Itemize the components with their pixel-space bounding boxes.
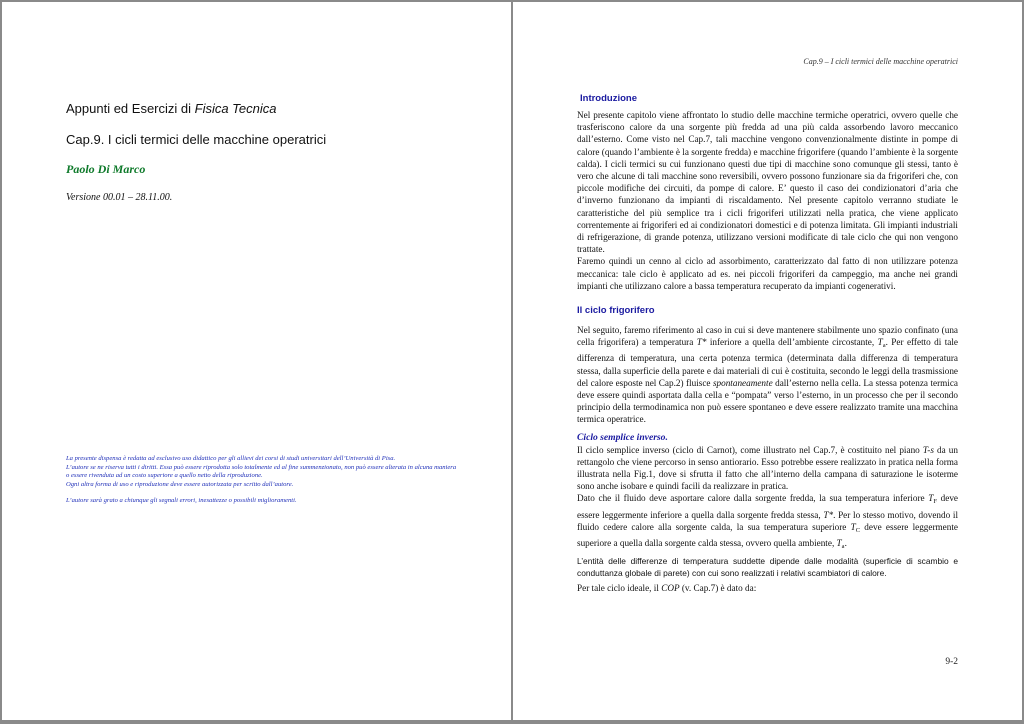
- section-heading-intro: Introduzione: [580, 93, 637, 104]
- document-title: [66, 101, 277, 116]
- left-page: [2, 2, 511, 720]
- thanks-note: L’autore sarà grato a chiunque gli segnali errori, inesattezze o possibili miglioramenti.: [66, 497, 297, 505]
- inverse-cycle-paragraph-1: Il ciclo semplice inverso (ciclo di Carnot), come illustrato nel Cap.7, è costituito nel piano T-s da un rettangolo che viene percorso in senso antiorario. Esso potrebbe essere realizzato in pratica nella forma illustrata nella Fig.1, dove si sfrutta il fatto che all’interno della campana di saturazione le isoterme sono anche isobare e quindi facili da realizzare in pratica.: [577, 444, 958, 492]
- refrigeration-paragraph: Nel seguito, faremo riferimento al caso in cui si deve mantenere stabilmente uno spazio confinato (una cella frigorifera) a temperatura T* inferiore a quella dell’ambiente circostante, $T_a$. Per effetto di tale differenza di temperatura, una certa potenza termica (determinata dalla differenza di temperatura stessa, dalla superficie della parete e dai materiali di cui è costituita, secondo le leggi della trasmissione del calore esposte nel Cap.2) fluisce spontaneamente dall’esterno nella cella. La stessa potenza termica deve essere quindi asportata dalla cella e “pompata” verso l’esterno, in un processo che per il secondo principio della termodinamica non può essere spontaneo e deve essere realizzato tramite una macchina termica operatrice.: [577, 325, 958, 425]
- author-name: Paolo Di Marco: [66, 162, 146, 176]
- subsection-heading-inverse-cycle: Ciclo semplice inverso.: [577, 431, 668, 443]
- page-number: 9-2: [945, 657, 958, 667]
- disclaimer: [66, 455, 461, 506]
- disclaimer-line: La presente dispensa è redatta ad esclusivo uso didattico per gli allievi dei corsi di studi universitari dell’Università di Pisa.: [66, 455, 396, 462]
- title-subject: Fisica Tecnica: [194, 101, 277, 116]
- intro-paragraph-2: Faremo quindi un cenno al ciclo ad assorbimento, caratterizzato dal fatto di non utilizzare potenza meccanica: tale ciclo è applicato ad es. nei piccoli frigoriferi da campeggio, ma anche nei grandi impianti che utilizzano calore a bassa temperatura recuperato da impianti cogenerativi.: [577, 256, 958, 291]
- disclaimer-line: L’autore se ne riserva tutti i diritti. Essa può essere riprodotta solo totalmente ed al fine summenzionato, non può essere alterata in alcuna maniera o essere rivenduta ad un costo superiore a quello netto della riproduzione.: [66, 463, 457, 480]
- title-prefix: Appunti ed Esercizi di: [66, 101, 195, 116]
- inverse-cycle-paragraph-3: L’entità delle differenze di temperatura suddette dipende dalle modalità (superficie di scambio e conduttanza globale di parete) con cui sono realizzati i relativi scambiatori di calore.: [577, 556, 958, 578]
- running-header: Cap.9 – I cicli termici delle macchine operatrici: [803, 57, 958, 66]
- right-page: [513, 2, 1022, 720]
- page-body: [577, 92, 958, 594]
- version-label: Versione 00.01 – 28.11.00.: [66, 192, 173, 203]
- section-heading-refrigeration: Il ciclo frigorifero: [577, 305, 655, 317]
- inverse-cycle-paragraph-2: Dato che il fluido deve asportare calore dalla sorgente fredda, la sua temperatura inferiore $T_F$ deve essere leggermente inferiore a quella dalla sorgente fredda stessa, T*. Per lo stesso motivo, dovendo il fluido cedere calore alla sorgente calda, la sua temperatura superiore $T_C$ deve essere leggermente superiore a quella dalla sorgente calda stessa, ovvero quella ambiente, $T_a$.: [577, 493, 958, 551]
- chapter-title: Cap.9. I cicli termici delle macchine operatrici: [66, 132, 327, 147]
- intro-paragraph-1: Nel presente capitolo viene affrontato lo studio delle macchine termiche operatrici, ovvero quelle che trasferiscono calore da una sorgente più fredda ad una più calda assorbendo lavoro meccanico dall’esterno. Come visto nel Cap.7, tali macchine vengono convenzionalmente distinte in pompe di calore (quando l’ambiente è la sorgente fredda) e macchine frigorifere (quando l’ambiente è la sorgente calda). I cicli termici su cui funzionano questi due tipi di macchine sono comunque gli stessi, tanto è vero che alcune di tali macchine sono reversibili, ovvero possono funzionare sia da frigoriferi che, con piccole modifiche dei circuiti, da pompe di calore. E’ questo il caso dei condizionatori d’aria che d’inverno funzionano da impianti di riscaldamento. Nel presente capitolo verranno studiate le caratteristiche del più semplice tra i cicli frigoriferi utilizzati nella pratica, che viene applicato correntemente ai frigoriferi ed ai condizionatori domestici e di potenza limitata. Gli impianti industriali di refrigerazione, di grande potenza, utilizzano versioni modificate di tale ciclo che qui non vengono trattate.: [577, 110, 958, 255]
- inverse-cycle-paragraph-4: Per tale ciclo ideale, il COP (v. Cap.7) è dato da:: [577, 582, 757, 593]
- disclaimer-line: Ogni altra forma di uso e riproduzione deve essere autorizzata per scritto dall’autore.: [66, 480, 294, 488]
